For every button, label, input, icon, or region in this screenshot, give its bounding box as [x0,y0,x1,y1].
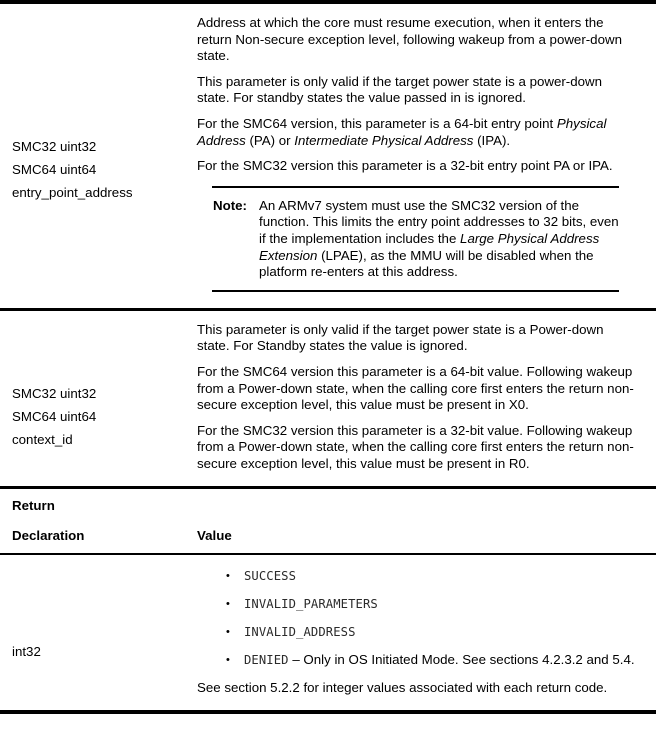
note-text: An ARMv7 system must use the SMC32 version of the function. This limits the entry point addresses to 32 bits, even if the implementation includes the Large Physical Address Extension (LPAE), as the MMU will be disabled when the platform re-enters at this address. [259,197,619,280]
return-type-label: int32 [12,643,41,659]
return-value-cell [197,568,656,697]
bullet-icon [197,596,244,613]
description-paragraph-3: For the SMC64 version, this parameter is a 64-bit entry point Physical Address (PA) or Intermediate Physical Address (IPA). [197,115,607,148]
description-paragraph-3: For the SMC32 version this parameter is a 32-bit value. Following wakeup from a Power-down state, when the calling core first enters the return non-secure exception level, this value must be present in R0. [197,422,634,471]
return-code-entry [244,624,638,641]
return-table-header-row [0,523,656,553]
note-box [197,186,638,292]
declaration-line-name: entry_point_address [12,185,133,200]
return-section-heading: Return [12,498,55,514]
return-code-name: INVALID_PARAMETERS [244,596,378,611]
declaration-line-name: context_id [12,431,73,447]
note-label: Note: [213,197,247,213]
description-paragraph-1: This parameter is only valid if the target power state is a Power-down state. For Standby states the value is ignored. [197,321,604,354]
description-paragraph-2: This parameter is only valid if the target power state is a power-down state. For standby states the value passed in is ignored. [197,73,603,106]
parameter-row-context-id [0,311,656,473]
return-footnote: See section 5.2.2 for integer values associated with each return code. [197,679,608,695]
declaration-line-smc32: SMC32 uint32 [12,139,97,154]
list-item [197,568,638,585]
declaration-line-smc32: SMC32 uint32 [12,385,97,401]
return-table-row [0,555,656,697]
list-item [197,596,638,613]
parameter-declaration-cell [0,15,197,204]
return-code-description: – Only in OS Initiated Mode. See sections 4.2.3.2 and 5.4. [288,651,635,667]
list-item [197,652,638,669]
bullet-icon [197,652,244,669]
column-header-declaration: Declaration [12,528,85,544]
bullet-icon [197,568,244,585]
parameter-description-cell [197,15,656,292]
return-code-name: DENIED [244,652,289,667]
declaration-line-smc64: SMC64 uint64 [12,408,97,424]
return-declaration-cell [0,568,197,663]
table-bottom-border [0,710,656,714]
bullet-icon [197,624,244,641]
description-paragraph-2: For the SMC64 version this parameter is a 64-bit value. Following wakeup from a Power-down state, when the calling core first enters the return non-secure exception level, this value must be present in X0. [197,363,634,413]
return-code-entry [244,568,638,585]
description-paragraph-4: For the SMC32 version this parameter is a 32-bit entry point PA or IPA. [197,158,613,174]
return-code-entry [244,652,638,669]
parameter-row-entry-point-address [0,4,656,292]
return-code-list [197,568,638,669]
note-bottom-rule [212,290,619,292]
declaration-line-smc64: SMC64 uint64 [12,162,97,177]
description-paragraph-1: Address at which the core must resume execution, when it enters the return Non-secure exception level, following wakeup from a power-down state. [197,15,622,64]
note-body [212,188,619,290]
list-item [197,624,638,641]
return-code-name: SUCCESS [244,568,297,583]
parameter-declaration-cell [0,322,197,451]
return-code-name: INVALID_ADDRESS [244,624,356,639]
column-header-value: Value [197,528,232,544]
parameter-description-cell [197,322,656,473]
return-code-entry [244,596,638,613]
